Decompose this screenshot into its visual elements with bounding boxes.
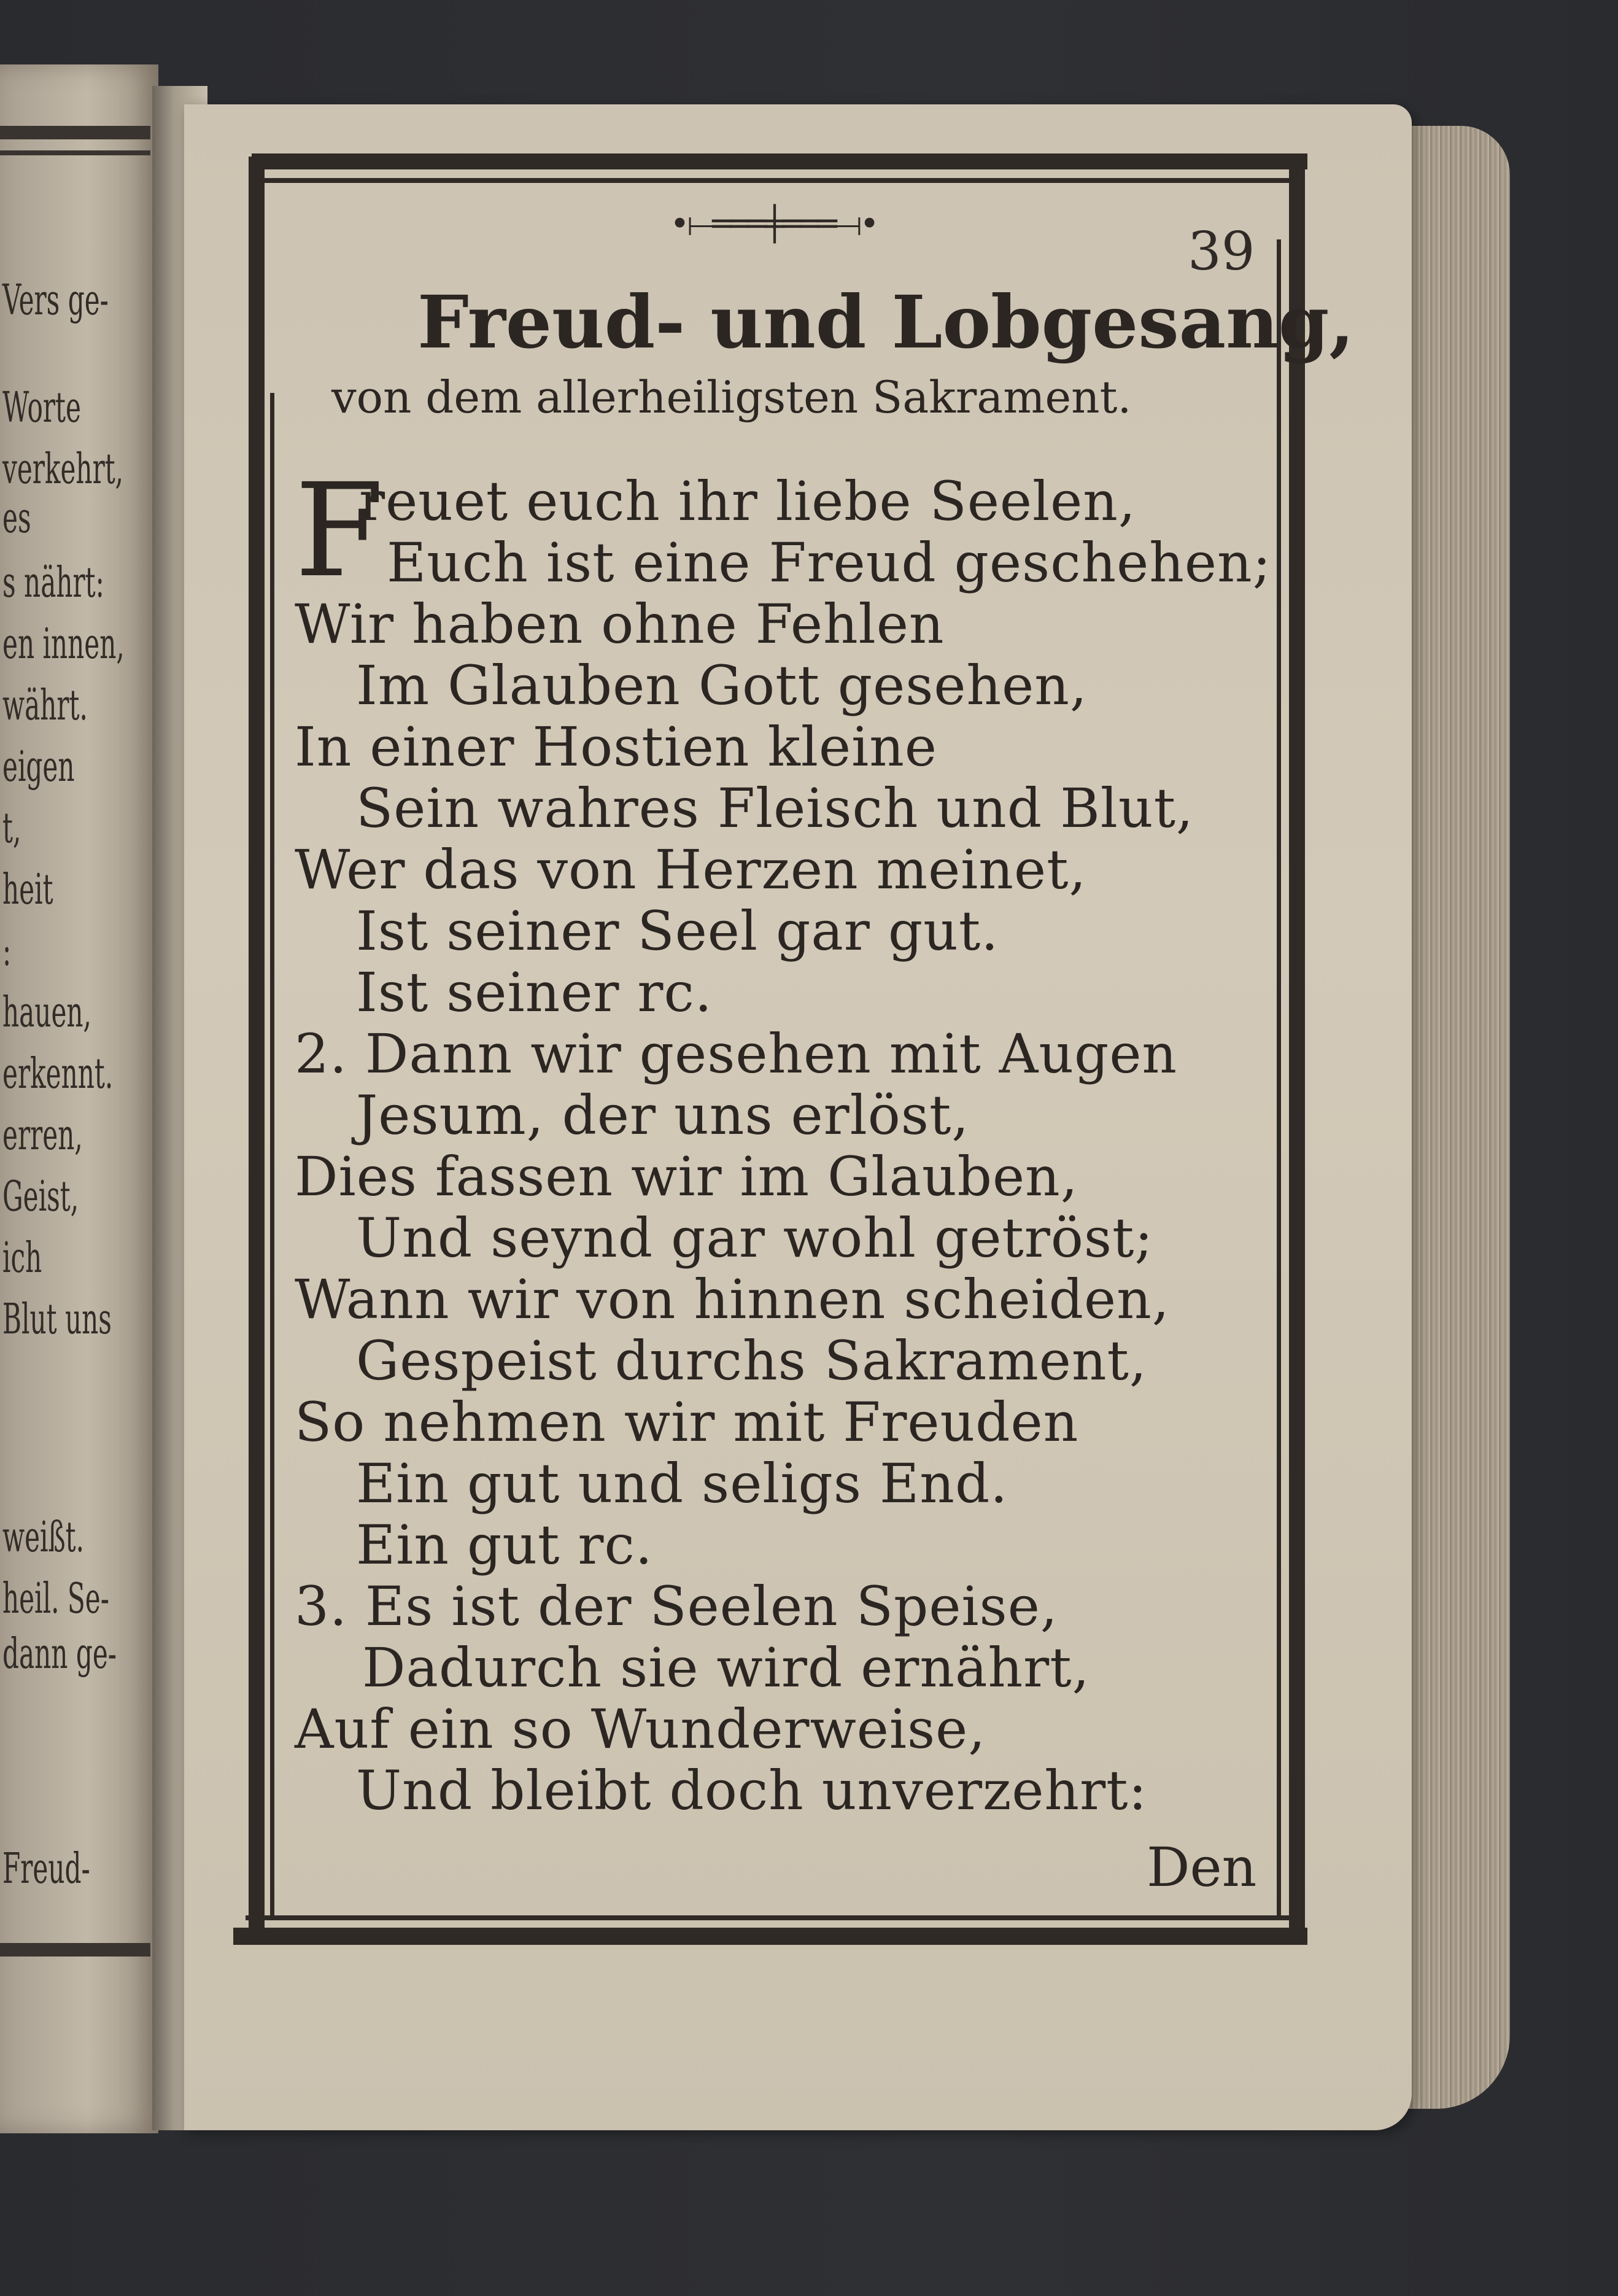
frame-bottom-rule [233,1928,1307,1945]
verse-line: Und bleibt doch unverzehrt: [356,1759,1148,1822]
left-fragment: ich [2,1234,42,1282]
verse-line: In einer Hostien kleine [295,715,937,778]
verse-line: Wann wir von hinnen scheiden, [295,1268,1170,1331]
verse-line: Sein wahres Fleisch und Blut, [356,777,1194,840]
left-page-top-rule-thin [0,150,150,155]
verse-line: Wer das von Herzen meinet, [295,838,1087,901]
frame-right-rule-thin [1277,239,1281,1915]
verse-line: So nehmen wir mit Freuden [295,1390,1079,1454]
left-fragment: dann ge- [2,1630,117,1678]
verse-line: reuet euch ihr liebe Seelen, [359,470,1136,533]
drop-capital: F [295,456,384,606]
left-page [0,64,158,2133]
verse-line: Gespeist durchs Sakrament, [356,1329,1147,1392]
verse-line: Wir haben ohne Fehlen [295,592,945,656]
left-fragment: erkennt. [2,1050,114,1098]
verse-line: 3. Es ist der Seelen Speise, [295,1575,1058,1638]
verse-line: Und seynd gar wohl getröst; [356,1206,1154,1270]
left-page-top-rule [0,126,150,139]
left-fragment: Blut uns [2,1295,112,1344]
verse-line: Ein gut rc. [356,1513,653,1577]
left-fragment: eigen [2,743,75,791]
frame-top-rule [252,153,1307,169]
frame-top-rule-thin [264,178,1301,183]
left-fragment: t, [2,804,21,853]
left-fragment: s nährt: [2,559,104,607]
verse-line: Im Glauben Gott gesehen, [356,654,1088,717]
left-fragment: währt. [2,681,88,730]
frame-bottom-rule-thin [246,1915,1301,1920]
left-fragment: Freud- [2,1845,90,1893]
song-subtitle: von dem allerheiligsten Sakrament. [331,371,1132,423]
verse-line: Dies fassen wir im Glauben, [295,1145,1078,1208]
verse-line: 2. Dann wir gesehen mit Augen [295,1022,1178,1085]
verse-line: Dadurch sie wird ernährt, [362,1636,1090,1699]
song-title: Freud- und Lobgesang, [417,279,1355,365]
frame-left-rule [249,157,265,1937]
left-fragment: heil. Se- [2,1575,109,1623]
frame-left-rule-thin [270,393,274,1915]
verse-line: Ein gut und seligs End. [356,1452,1008,1515]
verse-line: Euch ist eine Freud geschehen; [387,531,1272,594]
left-fragment: : [2,927,12,975]
left-fragment: erren, [2,1111,83,1160]
frame-right-rule [1289,157,1305,1937]
left-fragment: hauen, [2,988,91,1037]
left-fragment: heit [2,866,53,914]
left-fragment: es [2,494,31,543]
page-number: 39 [1188,221,1255,282]
left-fragment: Geist, [2,1173,79,1221]
verse-line: Auf ein so Wunderweise, [295,1697,986,1761]
verse-line: Jesum, der uns erlöst, [356,1084,970,1147]
left-fragment: verkehrt, [2,445,124,494]
left-fragment: weißt. [2,1513,85,1562]
verse-line: Ist seiner rc. [356,961,713,1024]
header-ornament: •⟝═══╪═══⟞• [670,204,877,243]
left-fragment: Vers ge- [2,276,109,325]
catchword: Den [1147,1836,1257,1899]
left-fragment: Worte [2,384,81,432]
left-fragment: en innen, [2,620,125,669]
left-page-bottom-rule [0,1943,150,1957]
verse-line: Ist seiner Seel gar gut. [356,899,999,963]
